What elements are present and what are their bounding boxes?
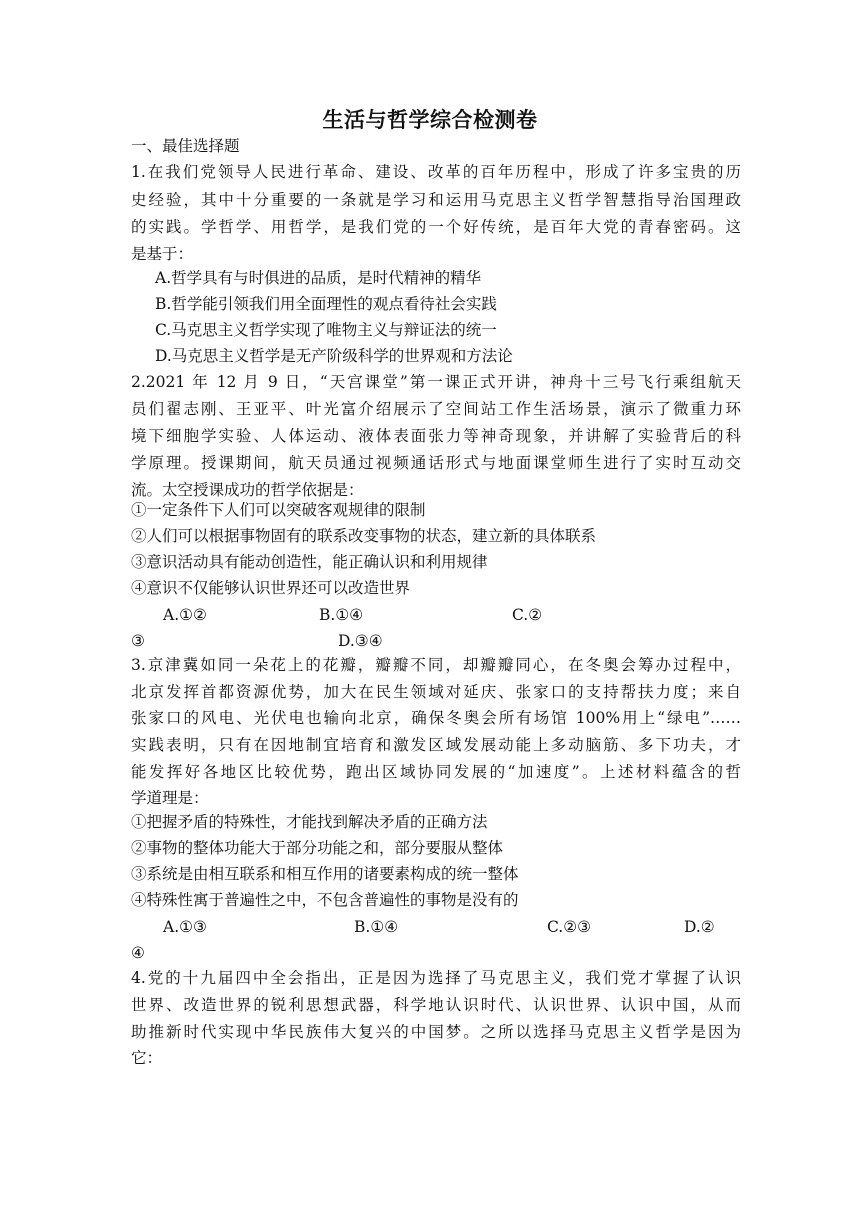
q2-statement-3: ③意识活动具有能动创造性，能正确认识和利用规律	[131, 553, 488, 571]
q3-option-b: B.①④	[354, 918, 399, 936]
q2-option-a: A.①②	[163, 606, 207, 624]
q4-text-line: 助推新时代实现中华民族伟大复兴的中国梦。之所以选择马克思主义哲学是因为	[131, 1023, 741, 1041]
q3-statement-1: ①把握矛盾的特殊性，才能找到解决矛盾的正确方法	[131, 813, 488, 831]
q3-statement-3: ③系统是由相互联系和相互作用的诸要素构成的统一整体	[131, 865, 519, 883]
q2-text-line: 境下细胞学实验、人体运动、液体表面张力等神奇现象，并讲解了实验背后的科	[131, 427, 741, 445]
q2-text-line: 学原理。授课期间，航天员通过视频通话形式与地面课堂师生进行了实时互动交	[131, 454, 741, 472]
q2-statement-1: ①一定条件下人们可以突破客观规律的限制	[131, 501, 426, 519]
q3-option-a: A.①③	[163, 918, 207, 936]
q3-text-line: 能发挥好各地区比较优势，跑出区域协同发展的“加速度”。上述材料蕴含的哲	[131, 763, 741, 781]
q2-option-c: C.②	[512, 606, 543, 624]
q4-text-line: 它：	[131, 1049, 163, 1067]
q1-text-line: 是基于：	[131, 245, 194, 263]
q3-text-line: 北京发挥首都资源优势，加大在民生领域对延庆、张家口的支持帮扶力度；来自	[131, 683, 741, 701]
q1-option-b: B.哲学能引领我们用全面理性的观点看待社会实践	[155, 295, 497, 313]
q2-statement-4: ④意识不仅能够认识世界还可以改造世界	[131, 579, 411, 597]
q2-option-d: D.③④	[338, 632, 383, 650]
q2-text-line: 2.2021 年 12 月 9 日，“天宫课堂”第一课正式开讲，神舟十三号飞行乘组航天	[131, 373, 741, 391]
q1-text-line: 的实践。学哲学、用哲学，是我们党的一个好传统，是百年大党的青春密码。这	[131, 218, 741, 236]
q4-text-line: 世界、改造世界的锐利思想武器，科学地认识时代、认识世界、认识中国，从而	[131, 996, 741, 1014]
document-title: 生活与哲学综合检测卷	[322, 107, 538, 132]
q3-text-line: 实践表明，只有在因地制宜培育和激发区域发展动能上多动脑筋、多下功夫，才	[131, 736, 741, 754]
q2-option-c-wrap: ③	[131, 632, 145, 650]
q3-text-line: 张家口的风电、光伏电也输向北京，确保冬奥会所有场馆 100%用上“绿电”……	[131, 709, 741, 727]
q2-statement-2: ②人们可以根据事物固有的联系改变事物的状态，建立新的具体联系	[131, 527, 597, 545]
q3-option-d-wrap: ④	[131, 944, 145, 962]
q3-option-d: D.②	[684, 918, 715, 936]
q3-option-c: C.②③	[547, 918, 592, 936]
q2-text-line: 员们翟志刚、王亚平、叶光富介绍展示了空间站工作生活场景，演示了微重力环	[131, 400, 741, 418]
q1-text-line: 1.在我们党领导人民进行革命、建设、改革的百年历程中，形成了许多宝贵的历	[131, 163, 741, 181]
section-heading: 一、最佳选择题	[131, 137, 240, 155]
q3-text-line: 3.京津冀如同一朵花上的花瓣，瓣瓣不同，却瓣瓣同心，在冬奥会筹办过程中，	[131, 656, 741, 674]
q1-option-a: A.哲学具有与时俱进的品质，是时代精神的精华	[155, 269, 482, 287]
q2-option-b: B.①④	[319, 606, 364, 624]
q2-text-line: 流。太空授课成功的哲学依据是：	[131, 481, 364, 499]
q1-option-c: C.马克思主义哲学实现了唯物主义与辩证法的统一	[155, 321, 497, 339]
q4-text-line: 4.党的十九届四中全会指出，正是因为选择了马克思主义，我们党才掌握了认识	[131, 969, 741, 987]
q1-text-line: 史经验，其中十分重要的一条就是学习和运用马克思主义哲学智慧指导治国理政	[131, 191, 741, 209]
q3-statement-4: ④特殊性寓于普遍性之中，不包含普遍性的事物是没有的	[131, 891, 519, 909]
q3-text-line: 学道理是：	[131, 789, 209, 807]
q1-option-d: D.马克思主义哲学是无产阶级科学的世界观和方法论	[155, 347, 513, 365]
q3-statement-2: ②事物的整体功能大于部分功能之和，部分要服从整体	[131, 839, 504, 857]
